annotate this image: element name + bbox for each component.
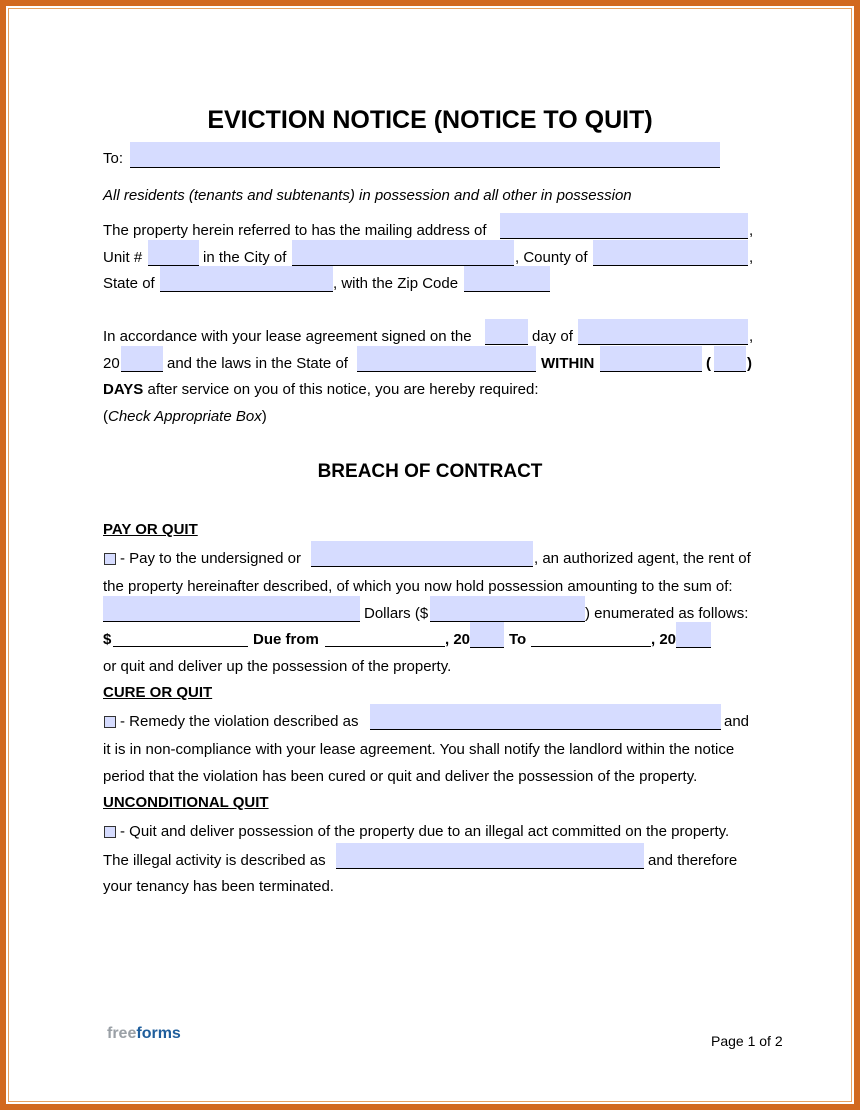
mailing-address-field[interactable] [500,213,748,239]
comma: , [749,222,754,239]
due-from-date-line[interactable] [325,630,445,647]
pay-or-quit-checkbox[interactable] [104,553,116,565]
pay-line1-rest: , an authorized agent, the rent of [534,550,751,567]
rent-amount-line[interactable] [113,630,248,647]
mailing-address-label: The property herein referred to has the mailing address of [103,222,487,239]
to-year-field[interactable] [676,622,711,648]
county-field[interactable] [593,240,748,266]
to-label-2: To [509,631,527,648]
year-prefix: 20 [103,355,120,372]
unconditional-line1: - Quit and deliver possession of the property due to an illegal act committed on the property. [120,823,730,840]
year-label-2: , 20 [651,631,677,648]
lease-month-field[interactable] [578,319,748,345]
county-label: , County of [515,249,588,266]
breach-heading: BREACH OF CONTRACT [317,461,543,482]
freeforms-logo: freeforms [107,1025,181,1042]
city-field[interactable] [292,240,514,266]
violation-field[interactable] [370,704,721,730]
comma: , [749,249,754,266]
due-from-year-field[interactable] [470,622,504,648]
page-title: EVICTION NOTICE (NOTICE TO QUIT) [207,106,653,134]
day-of-label: day of [532,328,573,345]
lease-state-field[interactable] [357,346,536,372]
page-number: Page 1 of 2 [711,1033,783,1049]
amount-words-field[interactable] [103,596,360,622]
cure-and: and [724,713,750,730]
cure-or-quit-checkbox[interactable] [104,716,116,728]
amount-number-field[interactable] [430,596,585,622]
cure-line3: period that the violation has been cured or quit and deliver the possession of the property. [103,768,698,785]
unit-label: Unit # [103,249,143,266]
pay-line5: or quit and deliver up the possession of the property. [103,658,452,675]
paren-open: ( [706,355,711,372]
dollars-label: Dollars ($ [364,605,429,622]
cure-line2: it is in non-compliance with your lease agreement. You shall notify the landlord within the notice [103,741,735,758]
comma: , [749,328,754,345]
lease-day-field[interactable] [485,319,528,345]
days-line [103,381,539,399]
residents-note: All residents (tenants and subtenants) in possession and all other in possession [103,187,632,204]
to-date-line[interactable] [531,630,651,647]
pay-line1-label: - Pay to the undersigned or [120,550,301,567]
year-label-1: , 20 [445,631,471,648]
unconditional-quit-checkbox[interactable] [104,826,116,838]
to-label: To: [103,150,124,167]
and-therefore: and therefore [648,852,738,869]
zip-field[interactable] [464,266,550,292]
state-field[interactable] [160,266,333,292]
unconditional-line3: your tenancy has been terminated. [103,878,334,895]
pay-or-quit-heading: PAY OR QUIT [103,521,198,538]
state-label: State of [103,275,155,292]
agent-field[interactable] [311,541,533,567]
cure-or-quit-heading: CURE OR QUIT [103,684,213,701]
pay-line2: the property hereinafter described, of which you now hold possession amounting to the sum of: [103,578,733,595]
dollar-sign: $ [103,631,112,648]
zip-label: , with the Zip Code [333,275,459,292]
illegal-activity-label: The illegal activity is described as [103,852,326,869]
unconditional-quit-heading: UNCONDITIONAL QUIT [103,794,269,811]
enumerated-label: ) enumerated as follows: [585,605,749,622]
unit-field[interactable] [148,240,199,266]
illegal-activity-field[interactable] [336,843,644,869]
laws-label: and the laws in the State of [167,355,348,372]
check-note: (Check Appropriate Box) [103,408,267,425]
days-text: after service on you of this notice, you are hereby required: [147,381,539,398]
within-number-field[interactable] [714,346,746,372]
city-label: in the City of [203,249,287,266]
cure-line1: - Remedy the violation described as [120,713,359,730]
due-from-label: Due from [253,631,319,648]
days-label: DAYS [103,381,144,398]
within-words-field[interactable] [600,346,702,372]
paren-close: ) [747,355,752,372]
to-field[interactable] [130,142,720,168]
within-label: WITHIN [541,355,595,372]
lease-signed-label: In accordance with your lease agreement signed on the [103,328,472,345]
check-note-italic: Check Appropriate Box [108,408,262,425]
lease-year-field[interactable] [121,346,163,372]
